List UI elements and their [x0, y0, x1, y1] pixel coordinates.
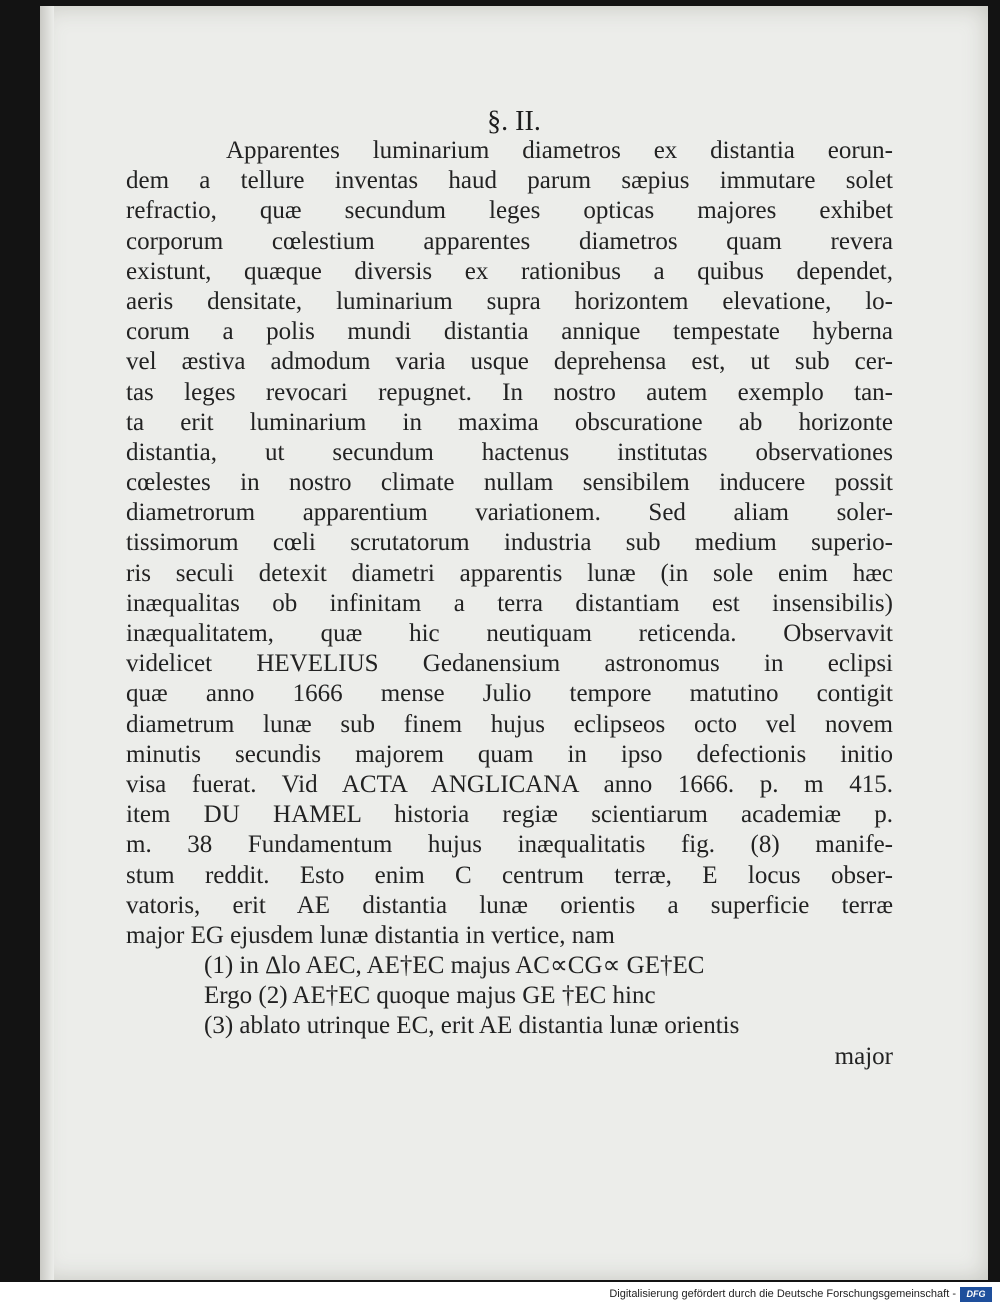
- text-line: corporum cœlestium apparentes diametros quam revera: [126, 227, 893, 255]
- text-line: Apparentes luminarium diametros ex distantia eorun-: [226, 137, 893, 164]
- text-line: refractio, quæ secundum leges opticas majores exhibet: [126, 197, 893, 225]
- text-line: aeris densitate, luminarium supra horizontem elevatione, lo-: [126, 287, 893, 315]
- text-line: tissimorum cœli scrutatorum industria sub medium superio-: [126, 529, 893, 557]
- text-line: videlicet HEVELIUS Gedanensium astronomus in eclipsi: [126, 650, 893, 678]
- digitization-footer: [0, 1286, 1000, 1304]
- text-line: item DU HAMEL historia regiæ scientiarum academiæ p.: [126, 801, 893, 829]
- text-line: dem a tellure inventas haud parum sæpius immutare solet: [126, 167, 893, 195]
- text-line: ris seculi detexit diametri apparentis lunæ (in sole enim hæc: [126, 559, 893, 587]
- text-line: inæqualitas ob infinitam a terra distantiam est insensibilis): [126, 589, 893, 617]
- funding-notice: Digitalisierung gefördert durch die Deutsche Forschungsgemeinschaft -: [609, 1288, 956, 1300]
- text-line: vel æstiva admodum varia usque deprehensa est, ut sub cer-: [126, 348, 893, 376]
- catchword: major: [834, 1042, 893, 1070]
- text-line: m. 38 Fundamentum hujus inæqualitatis fig. (8) manife-: [126, 831, 893, 859]
- text-line: distantia, ut secundum hactenus institutas observationes: [126, 438, 893, 466]
- section-heading: §. II.: [487, 106, 541, 137]
- text-line: inæqualitatem, quæ hic neutiquam reticenda. Observavit: [126, 620, 893, 647]
- text-line: ta erit luminarium in maxima obscuratione ab horizonte: [126, 408, 893, 436]
- text-line: corum a polis mundi distantia annique tempestate hyberna: [126, 318, 893, 346]
- text-line: cœlestes in nostro climate nullam sensibilem inducere possit: [126, 469, 893, 497]
- text-line: diametrorum apparentium variationem. Sed aliam soler-: [126, 499, 893, 527]
- text-line: vatoris, erit AE distantia lunæ orientis a superficie terræ: [126, 891, 893, 919]
- text-line: quæ anno 1666 mense Julio tempore matutino contigit: [126, 680, 893, 708]
- text-line: existunt, quæque diversis ex rationibus a quibus dependet,: [126, 257, 893, 285]
- body-text: [126, 136, 893, 1072]
- text-line: visa fuerat. Vid ACTA ANGLICANA anno 1666. p. m 415.: [126, 770, 893, 798]
- text-line: stum reddit. Esto enim C centrum terræ, E locus obser-: [126, 861, 893, 889]
- text-line: minutis secundis majorem quam in ipso defectionis initio: [126, 740, 893, 768]
- equation-line: Ergo (2) AE†EC quoque majus GE †EC hinc: [204, 982, 656, 1010]
- equation-line: (3) ablato utrinque EC, erit AE distantia lunæ orientis: [204, 1012, 740, 1040]
- dfg-logo-icon: DFG: [960, 1287, 992, 1302]
- text-line: tas leges revocari repugnet. In nostro autem exemplo tan-: [126, 378, 893, 406]
- text-line: major EG ejusdem lunæ distantia in vertice, nam: [126, 921, 615, 949]
- page-binding-edge: [40, 6, 54, 1280]
- text-line: diametrum lunæ sub finem hujus eclipseos octo vel novem: [126, 710, 893, 738]
- equation-line: (1) in Δlo AEC, AE†EC majus AC∝CG∝ GE†EC: [204, 952, 705, 980]
